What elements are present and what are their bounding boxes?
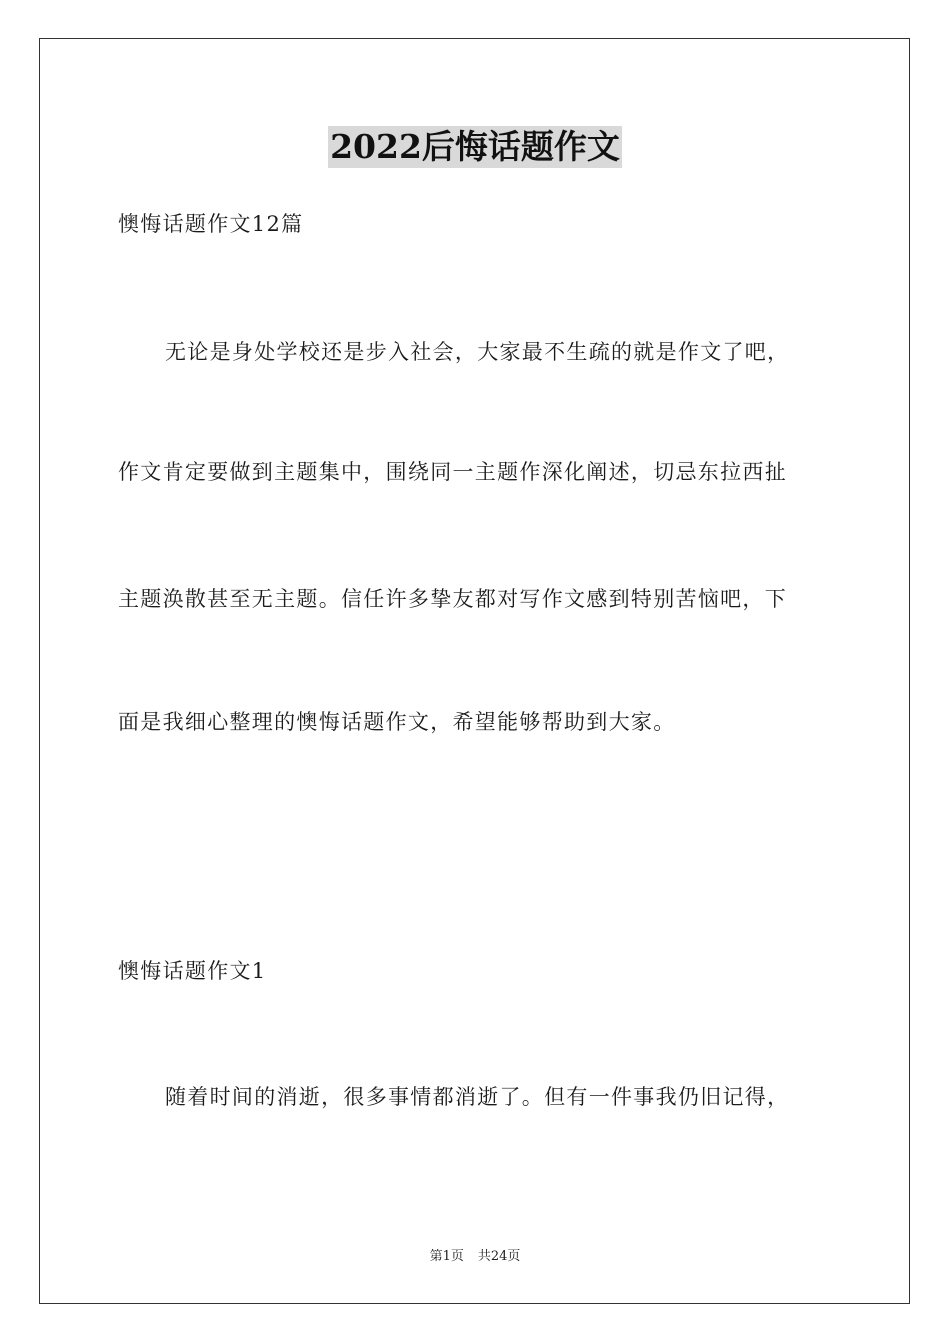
paragraph-line: 无论是身处学校还是步入社会，大家最不生疏的就是作文了吧，: [165, 340, 790, 364]
page-total: 共24页: [477, 1249, 521, 1264]
title-wrap: [0, 126, 950, 168]
paragraph-line: 作文肯定要做到主题集中，围绕同一主题作深化阐述，切忌东拉西扯: [118, 460, 787, 484]
page-number: 第1页: [429, 1249, 464, 1264]
page-footer: [0, 1248, 950, 1266]
paragraph-line: 主题涣散甚至无主题。信任许多挚友都对写作文感到特别苦恼吧，下: [118, 587, 787, 611]
paragraph-line: 随着时间的消逝，很多事情都消逝了。但有一件事我仍旧记得，: [165, 1085, 790, 1109]
section-heading: 懊悔话题作文1: [118, 959, 267, 983]
subtitle-line: 懊悔话题作文12篇: [118, 212, 304, 236]
document-title: 2022后悔话题作文: [330, 127, 620, 166]
paragraph-line: 面是我细心整理的懊悔话题作文，希望能够帮助到大家。: [118, 710, 676, 734]
